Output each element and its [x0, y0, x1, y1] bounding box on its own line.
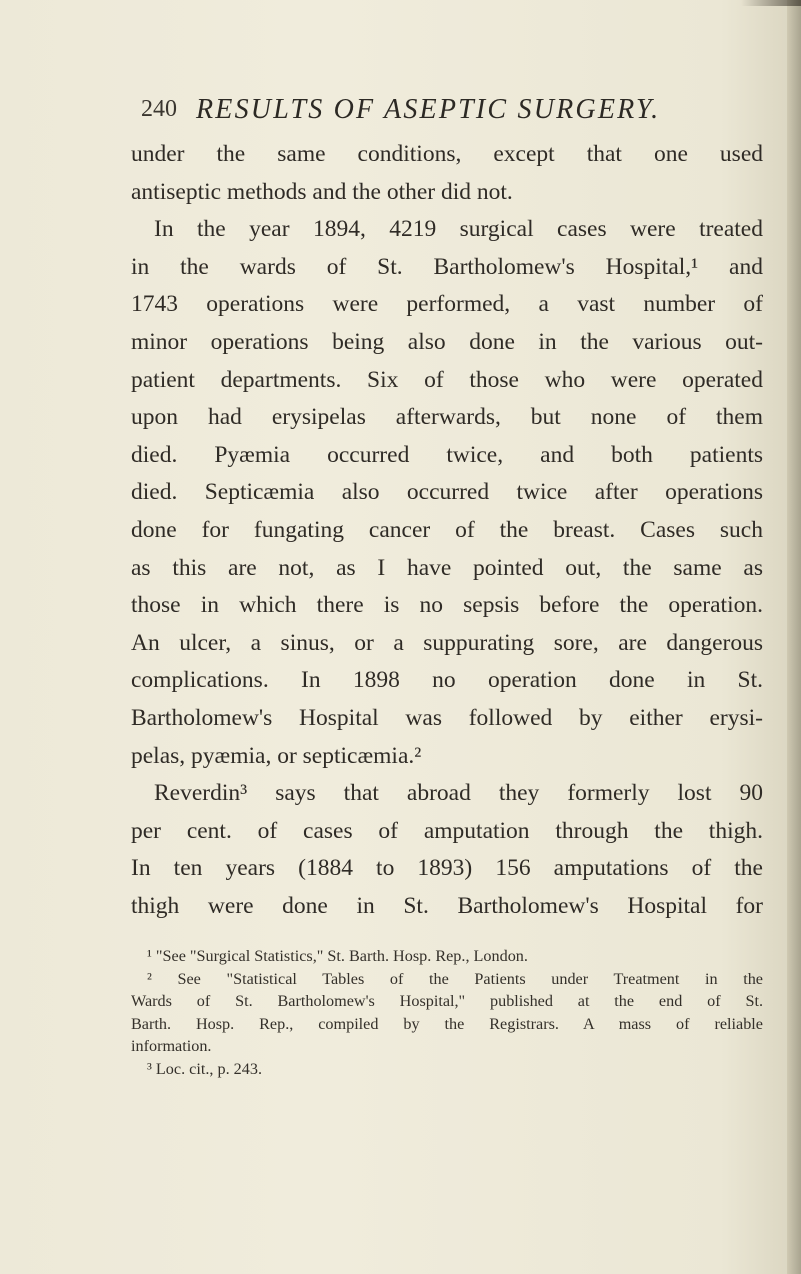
page-edge-shadow: [787, 0, 801, 1274]
body-line: 1743 operations were performed, a vast number of: [131, 291, 763, 318]
body-line: upon had erysipelas afterwards, but none of them: [131, 404, 763, 431]
body-line: died. Pyæmia occurred twice, and both patients: [131, 441, 763, 468]
body-text: [131, 136, 763, 925]
footnote-line: Barth. Hosp. Rep., compiled by the Registrars. A mass of reliable: [131, 1014, 763, 1033]
body-line: under the same conditions, except that one used: [131, 141, 763, 167]
body-line: in the wards of St. Bartholomew's Hospital,¹ and: [131, 253, 763, 280]
footnote-line: ³ Loc. cit., p. 243.: [147, 1059, 262, 1078]
body-line: complications. In 1898 no operation done in St.: [131, 667, 763, 694]
body-line: as this are not, as I have pointed out, the same as: [131, 554, 763, 581]
running-title: RESULTS OF ASEPTIC SURGERY.: [196, 94, 661, 125]
body-line: Reverdin³ says that abroad they formerly lost 90: [154, 780, 763, 807]
running-head: [141, 96, 761, 132]
body-line: Bartholomew's Hospital was followed by either erysi-: [131, 704, 763, 731]
body-line: antiseptic methods and the other did not.: [131, 178, 513, 205]
page-number: 240: [141, 96, 177, 122]
body-line: thigh were done in St. Bartholomew's Hospital for: [131, 892, 763, 919]
body-line: patient departments. Six of those who were operated: [131, 366, 763, 393]
footnote-line: ¹ "See "Surgical Statistics," St. Barth. Hosp. Rep., London.: [147, 947, 528, 965]
page-corner-shadow: [741, 0, 801, 6]
body-line: An ulcer, a sinus, or a suppurating sore, are dangerous: [131, 629, 763, 656]
body-line: per cent. of cases of amputation through the thigh.: [131, 817, 763, 844]
body-line: died. Septicæmia also occurred twice after operations: [131, 479, 763, 506]
body-line: done for fungating cancer of the breast. Cases such: [131, 516, 763, 543]
body-line: In ten years (1884 to 1893) 156 amputations of the: [131, 855, 763, 882]
body-line: minor operations being also done in the various out-: [131, 328, 763, 355]
body-line: those in which there is no sepsis before the operation.: [131, 592, 763, 619]
footnote-line: ² See "Statistical Tables of the Patients under Treatment in the: [147, 969, 763, 988]
footnote-line: information.: [131, 1037, 212, 1055]
body-line: In the year 1894, 4219 surgical cases were treated: [154, 216, 763, 243]
body-line: pelas, pyæmia, or septicæmia.²: [131, 742, 422, 769]
footnotes: [131, 945, 763, 1080]
footnote-line: Wards of St. Bartholomew's Hospital," published at the end of St.: [131, 992, 763, 1010]
